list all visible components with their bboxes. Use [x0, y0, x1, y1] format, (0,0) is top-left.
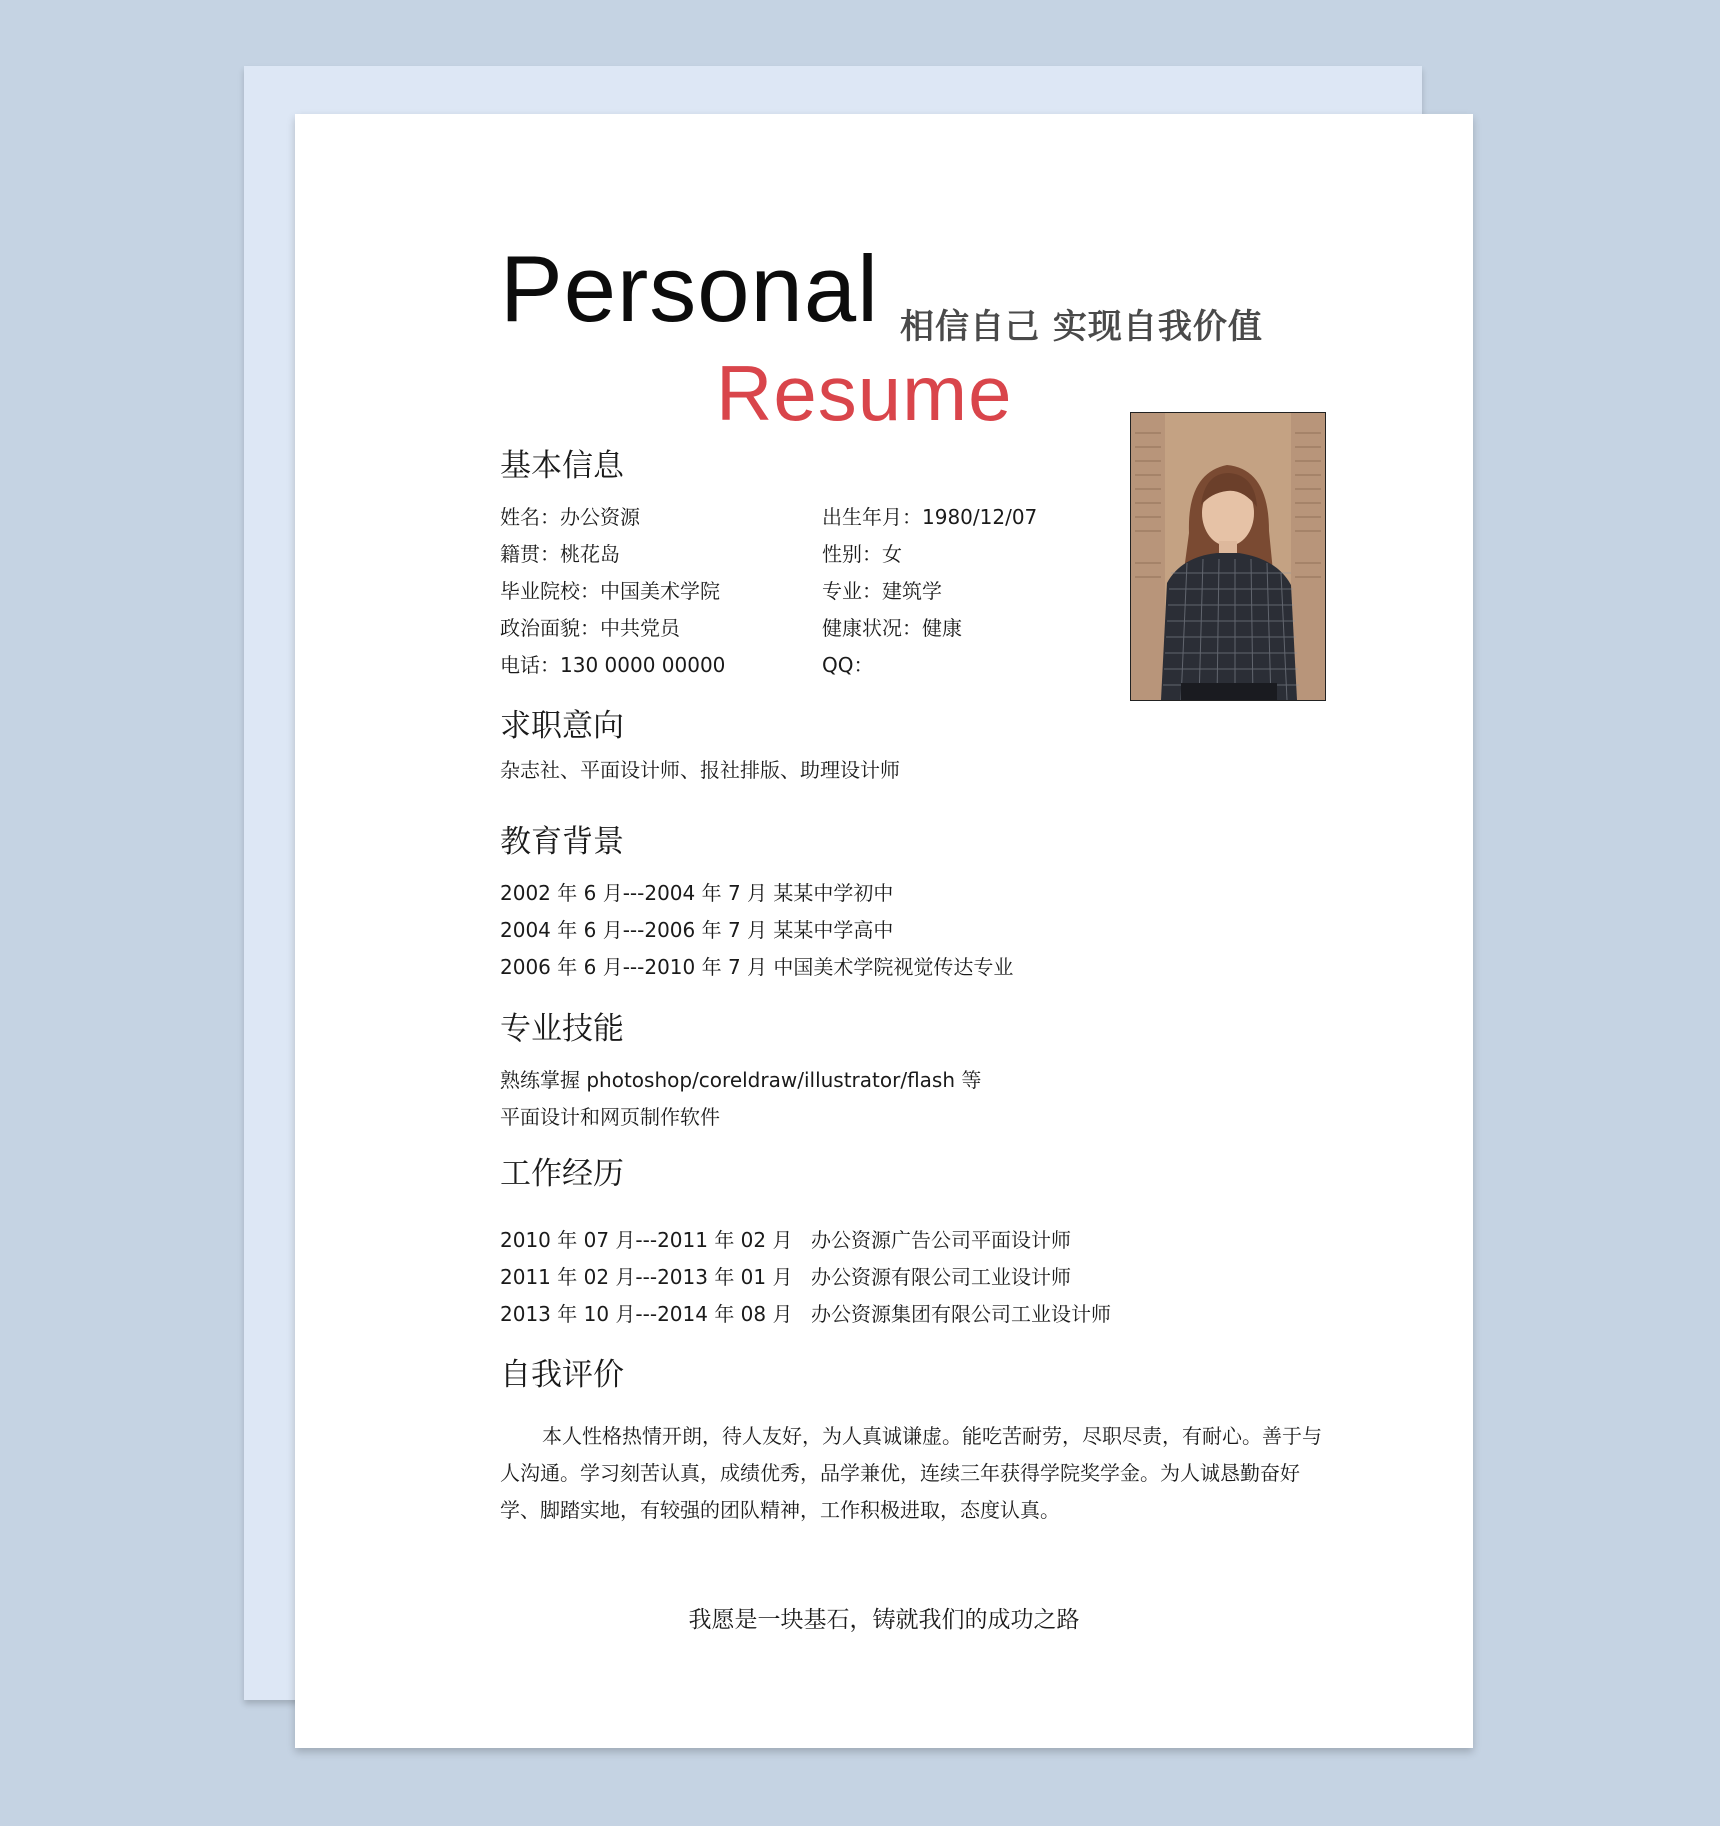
section-heading-job-intention: 求职意向 — [500, 708, 624, 744]
info-health: 健康状况：健康 — [822, 616, 962, 640]
info-gender: 性别：女 — [822, 542, 902, 566]
work-role: 办公资源广告公司平面设计师 — [811, 1228, 1071, 1252]
work-period: 2013 年 10 月---2014 年 08 月 — [500, 1302, 793, 1326]
title-resume: Resume — [716, 349, 1013, 437]
job-intention-text: 杂志社、平面设计师、报社排版、助理设计师 — [500, 758, 900, 782]
work-period: 2010 年 07 月---2011 年 02 月 — [500, 1228, 793, 1252]
motto: 相信自己 实现自我价值 — [900, 307, 1263, 347]
info-qq: QQ： — [822, 653, 874, 677]
self-evaluation-text: 本人性格热情开朗，待人友好，为人真诚谦虚。能吃苦耐劳，尽职尽责，有耐心。善于与人沟通。学习刻苦认真，成绩优秀，品学兼优，连续三年获得学院奖学金。为人诚恳勤奋好学、脚踏实地，有较强的团队精神，工作积极进取，态度认真。 — [500, 1424, 1322, 1522]
resume-page — [295, 114, 1473, 1748]
skills-line: 平面设计和网页制作软件 — [500, 1105, 720, 1129]
section-heading-work: 工作经历 — [500, 1156, 624, 1192]
info-political-status: 政治面貌：中共党员 — [500, 616, 680, 640]
info-major: 专业：建筑学 — [822, 579, 942, 603]
work-role: 办公资源集团有限公司工业设计师 — [811, 1302, 1111, 1326]
education-item: 2006 年 6 月---2010 年 7 月 中国美术学院视觉传达专业 — [500, 955, 1014, 979]
skills-line: 熟练掌握 photoshop/coreldraw/illustrator/flash 等 — [500, 1068, 982, 1092]
info-birth-date: 出生年月：1980/12/07 — [822, 505, 1038, 529]
profile-photo — [1130, 412, 1326, 701]
section-heading-skills: 专业技能 — [500, 1011, 624, 1047]
work-period: 2011 年 02 月---2013 年 01 月 — [500, 1265, 793, 1289]
info-school: 毕业院校：中国美术学院 — [500, 579, 720, 603]
info-hometown: 籍贯：桃花岛 — [500, 542, 620, 566]
footer-slogan: 我愿是一块基石，铸就我们的成功之路 — [688, 1607, 1080, 1633]
work-role: 办公资源有限公司工业设计师 — [811, 1265, 1071, 1289]
title-personal: Personal — [500, 236, 879, 341]
section-heading-basic-info: 基本信息 — [500, 448, 624, 484]
info-phone: 电话：130 0000 00000 — [500, 653, 726, 677]
section-heading-education: 教育背景 — [500, 824, 624, 860]
section-heading-self-evaluation: 自我评价 — [500, 1357, 624, 1393]
info-name: 姓名：办公资源 — [500, 505, 640, 529]
education-item: 2004 年 6 月---2006 年 7 月 某某中学高中 — [500, 918, 894, 942]
education-item: 2002 年 6 月---2004 年 7 月 某某中学初中 — [500, 881, 894, 905]
